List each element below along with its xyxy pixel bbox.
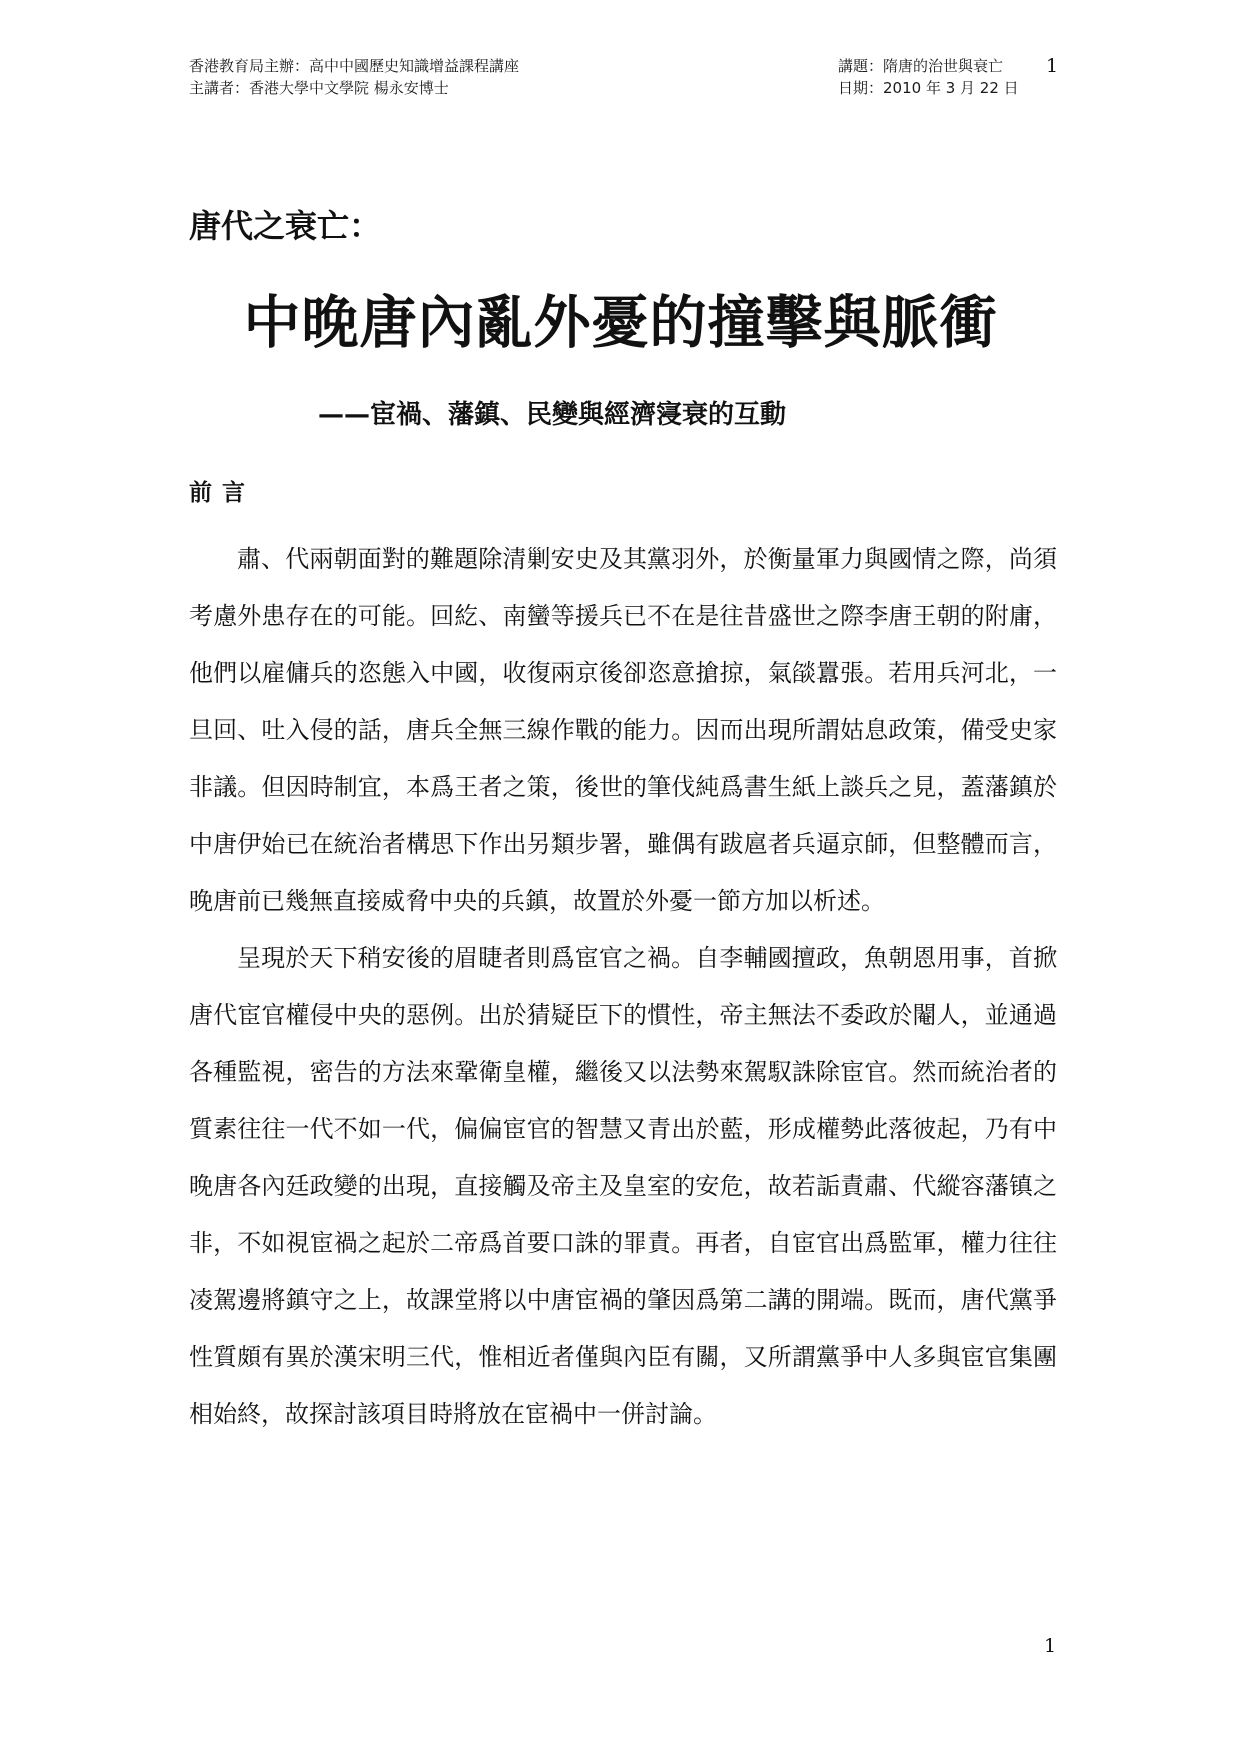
preface-heading: 前言 — [189, 480, 255, 506]
header-organizer: 香港教育局主辦：高中中國歷史知識增益課程講座 — [189, 57, 520, 75]
header-date: 日期：2010 年 3 月 22 日 — [838, 79, 1019, 97]
body-text — [189, 531, 1057, 1443]
paragraph-2: 呈現於天下稍安後的眉睫者則爲宦官之禍。自李輔國擅政，魚朝恩用事，首掀唐代宦官權侵中央的惡例。出於猜疑臣下的慣性，帝主無法不委政於閹人，並通過各種監視，密告的方法來鞏衛皇權，繼後又以法勢來駕馭誅除宦官。然而統治者的質素往往一代不如一代，偏偏宦官的智慧又青出於藍，形成權勢此落彼起，乃有中晚唐各內廷政變的出現，直接觸及帝主及皇室的安危，故若詬責肅、代縱容藩镇之非，不如視宦禍之起於二帝爲首要口誅的罪責。再者，自宦官出爲監軍，權力往往凌駕邊將鎮守之上，故課堂將以中唐宦禍的肇因爲第二講的開端。既而，唐代黨爭性質頗有異於漢宋明三代，惟相近者僅與內臣有關，又所謂黨爭中人多與宦官集團相始終，故探討該項目時將放在宦禍中一併討論。 — [189, 944, 1057, 1428]
header-lecturer: 主講者：香港大學中文學院 楊永安博士 — [189, 79, 449, 97]
section-heading: 唐代之衰亡： — [189, 207, 382, 245]
header-page-number: 1 — [1046, 55, 1059, 77]
footer-page-number: 1 — [1044, 1635, 1057, 1657]
header-topic: 講題：隋唐的治世與衰亡 — [838, 57, 1004, 75]
paragraph-1: 肅、代兩朝面對的難題除清剿安史及其黨羽外，於衡量軍力與國情之際，尚須考慮外患存在的可能。回紇、南蠻等援兵已不在是往昔盛世之際李唐王朝的附庸，他們以雇傭兵的恣態入中國，收復兩京後卻恣意搶掠，氣燄囂張。若用兵河北，一旦回、吐入侵的話，唐兵全無三線作戰的能力。因而出現所謂姑息政策，備受史家非議。但因時制宜，本爲王者之策，後世的筆伐純爲書生紙上談兵之見，蓋藩鎮於中唐伊始已在統治者構思下作出另類步署，雖偶有跋扈者兵逼京師，但整體而言，晚唐前已幾無直接威脅中央的兵鎮，故置於外憂一節方加以析述。 — [189, 545, 1057, 915]
document-subtitle: ——宦禍、藩鎮、民變與經濟寖衰的互動 — [318, 400, 787, 430]
document-title: 中晚唐內亂外憂的撞擊與脈衝 — [243, 290, 998, 356]
